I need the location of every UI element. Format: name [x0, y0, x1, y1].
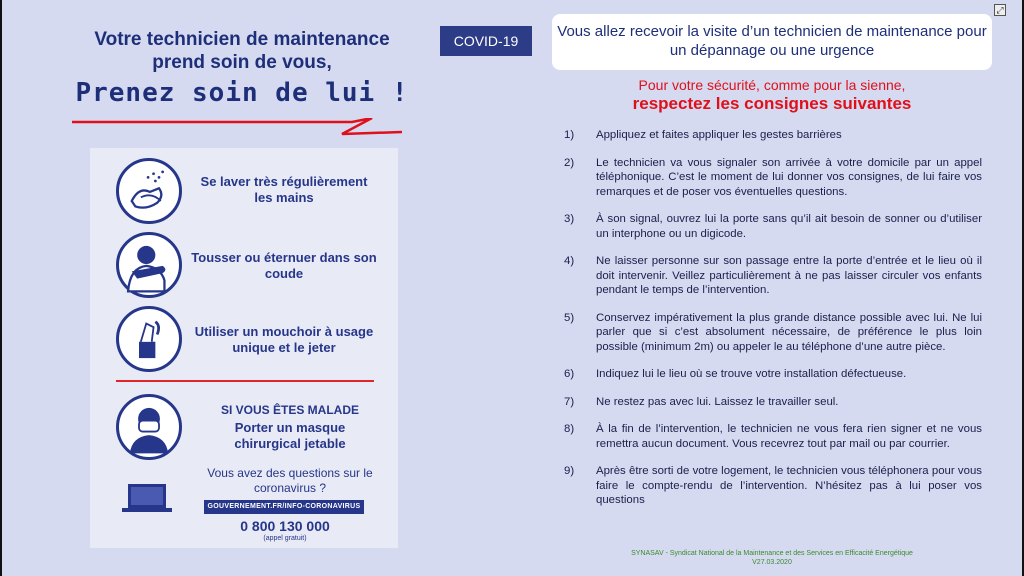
covid-badge: COVID-19	[440, 26, 532, 56]
sick-text: Porter un masque chirurgical jetable	[234, 420, 346, 451]
expand-icon[interactable]: ⤢	[994, 4, 1006, 16]
rule-text: Après être sorti de votre logement, le technicien vous téléphonera pour vous faire le compte-rendu de l’intervention. N’hésitez pas à lui poser vos questions	[596, 465, 982, 506]
red-zigzag-line	[72, 118, 402, 138]
list-item	[564, 254, 982, 298]
list-item	[564, 464, 982, 508]
poster-item-text: Tousser ou éternuer dans son coude	[191, 250, 377, 281]
list-item	[564, 367, 982, 382]
poster-item	[90, 304, 398, 378]
rule-number: 1)	[564, 129, 575, 141]
rule-text: À son signal, ouvrez lui la porte sans qu’il ait besoin de sonner ou d’utiliser un interphone ou un digicode.	[596, 213, 982, 240]
list-item	[564, 128, 982, 143]
poster-item	[90, 154, 398, 228]
poster-item-text: Utiliser un mouchoir à usage unique et le jeter	[194, 324, 374, 355]
list-item	[564, 311, 982, 355]
title-line-3: Prenez soin de lui !	[75, 78, 409, 108]
rules-list	[564, 128, 982, 508]
left-title	[62, 28, 422, 110]
safety-heading	[562, 76, 982, 114]
footer-line-2: V27.03.2020	[752, 559, 792, 566]
footer	[562, 549, 982, 567]
phone-note: (appel gratuit)	[263, 535, 307, 542]
list-item	[564, 395, 982, 410]
rule-text: Ne restez pas avec lui. Laissez le travailler seul.	[596, 395, 839, 408]
slide	[2, 0, 1022, 576]
sick-section	[200, 402, 380, 452]
rule-text: Le technicien va vous signaler son arrivée à votre domicile par un appel téléphonique. C’est le moment de lui donner vos consignes, de lui faire vos remarques et de poser vos éventuelles questions.	[596, 156, 982, 198]
barrier-gestures-poster	[90, 148, 398, 548]
rule-text: À la fin de l’intervention, le technicien ne vous fera rien signer et ne vous remettra aucun document. Vous recevrez tout par mail ou par courrier.	[596, 423, 982, 450]
title-line-1: Votre technicien de maintenance	[94, 29, 390, 50]
rule-text: Appliquez et faites appliquer les gestes barrières	[596, 129, 842, 141]
footer-line-1: SYNASAV - Syndicat National de la Maintenance et des Services en Efficacité Energétique	[631, 550, 913, 557]
rule-text: Indiquez lui le lieu où se trouve votre installation défectueuse.	[596, 368, 907, 380]
tissue-icon	[116, 306, 182, 372]
info-box: Vous allez recevoir la visite d’un technicien de maintenance pour un dépannage ou une urgence	[552, 14, 992, 70]
title-line-2: prend soin de vous,	[152, 52, 332, 73]
rule-number: 3)	[564, 213, 575, 225]
list-item	[564, 156, 982, 200]
safety-line-1: Pour votre sécurité, comme pour la sienne,	[638, 77, 906, 93]
mask-icon	[116, 394, 182, 460]
rule-number: 9)	[564, 465, 575, 477]
rule-text: Conservez impérativement la plus grande distance possible avec lui. Ne lui parler que si c’est absolument nécessaire, de préférence le plus loin possible (minimum 2m) ou appeler le au téléphone d’une autre pièce.	[596, 311, 982, 353]
rule-number: 7)	[564, 395, 575, 408]
poster-item-text: Se laver très régulièrement les mains	[200, 174, 368, 205]
safety-line-2: respectez les consignes suivantes	[632, 94, 912, 113]
rule-number: 6)	[564, 368, 575, 380]
poster-item	[90, 230, 398, 304]
hand-washing-icon	[116, 158, 182, 224]
rule-text: Ne laisser personne sur son passage entre la porte d’entrée et le lieu où il doit intervenir. Veillez particulièrement à ne pas laisser circuler vos enfants pendant le temps de l’intervention.	[596, 255, 982, 296]
phone-number: 0 800 130 000	[240, 518, 330, 534]
rule-number: 2)	[564, 156, 575, 169]
list-item	[564, 212, 982, 241]
poster-separator	[116, 380, 374, 382]
sick-heading: SI VOUS ÊTES MALADE	[220, 403, 360, 417]
rule-number: 4)	[564, 255, 575, 267]
rule-number: 5)	[564, 311, 575, 324]
laptop-icon	[120, 482, 174, 514]
rule-number: 8)	[564, 423, 575, 435]
cough-elbow-icon	[116, 232, 182, 298]
gov-link[interactable]: GOUVERNEMENT.FR/INFO-CORONAVIRUS	[204, 500, 364, 514]
questions-text: Vous avez des questions sur le coronavirus ?	[207, 466, 373, 495]
list-item	[564, 422, 982, 451]
